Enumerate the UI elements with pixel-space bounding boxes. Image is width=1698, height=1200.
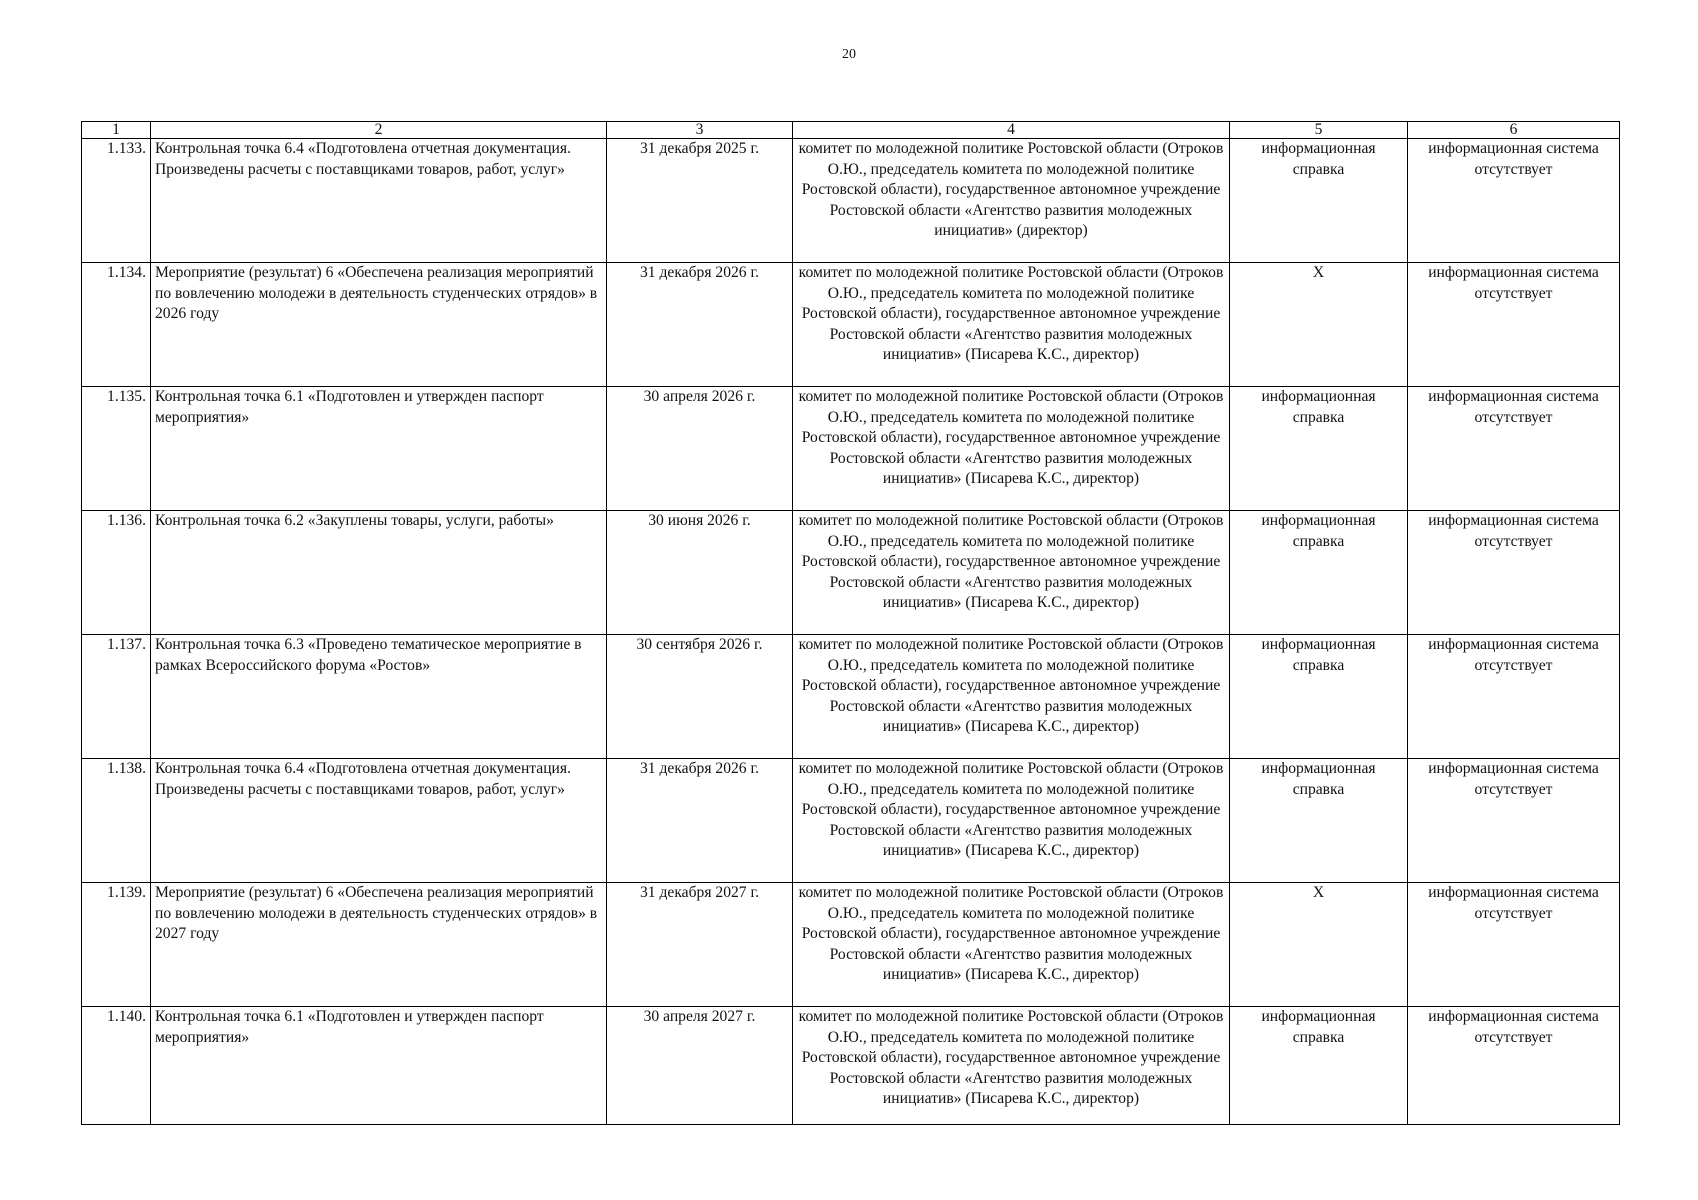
row-system: информационная система отсутствует	[1408, 263, 1620, 387]
row-system: информационная система отсутствует	[1408, 387, 1620, 511]
table-row	[82, 1007, 1620, 1125]
row-document: информационная справка	[1230, 1007, 1408, 1125]
plan-table	[81, 121, 1620, 1125]
header-col-6: 6	[1408, 122, 1620, 139]
row-date: 30 апреля 2026 г.	[607, 387, 793, 511]
row-date: 31 декабря 2025 г.	[607, 139, 793, 263]
row-system: информационная система отсутствует	[1408, 635, 1620, 759]
row-date: 31 декабря 2026 г.	[607, 759, 793, 883]
row-date: 30 апреля 2027 г.	[607, 1007, 793, 1125]
row-document: информационная справка	[1230, 387, 1408, 511]
row-system: информационная система отсутствует	[1408, 139, 1620, 263]
row-responsible: комитет по молодежной политике Ростовской области (Отроков О.Ю., председатель комитета по молодежной политике Ростовской области), государственное автономное учреждение Ростовской области «Агентство развития молодежных инициатив» (Писарева К.С., директор)	[793, 1007, 1230, 1125]
table-row	[82, 883, 1620, 1007]
row-responsible: комитет по молодежной политике Ростовской области (Отроков О.Ю., председатель комитета по молодежной политике Ростовской области), государственное автономное учреждение Ростовской области «Агентство развития молодежных инициатив» (Писарева К.С., директор)	[793, 511, 1230, 635]
row-number: 1.138.	[82, 759, 151, 883]
table-row	[82, 387, 1620, 511]
row-date: 31 декабря 2026 г.	[607, 263, 793, 387]
header-col-2: 2	[151, 122, 607, 139]
header-col-5: 5	[1230, 122, 1408, 139]
row-document: Х	[1230, 883, 1408, 1007]
row-responsible: комитет по молодежной политике Ростовской области (Отроков О.Ю., председатель комитета по молодежной политике Ростовской области), государственное автономное учреждение Ростовской области «Агентство развития молодежных инициатив» (Писарева К.С., директор)	[793, 883, 1230, 1007]
header-row	[82, 122, 1620, 139]
row-name: Контрольная точка 6.1 «Подготовлен и утвержден паспорт мероприятия»	[151, 1007, 607, 1125]
row-name: Контрольная точка 6.4 «Подготовлена отчетная документация. Произведены расчеты с поставщиками товаров, работ, услуг»	[151, 139, 607, 263]
row-name: Контрольная точка 6.3 «Проведено тематическое мероприятие в рамках Всероссийского форума «Ростов»	[151, 635, 607, 759]
row-name: Контрольная точка 6.4 «Подготовлена отчетная документация. Произведены расчеты с поставщиками товаров, работ, услуг»	[151, 759, 607, 883]
header-col-4: 4	[793, 122, 1230, 139]
row-responsible: комитет по молодежной политике Ростовской области (Отроков О.Ю., председатель комитета по молодежной политике Ростовской области), государственное автономное учреждение Ростовской области «Агентство развития молодежных инициатив» (Писарева К.С., директор)	[793, 759, 1230, 883]
row-number: 1.140.	[82, 1007, 151, 1125]
row-document: Х	[1230, 263, 1408, 387]
page-number: 20	[842, 47, 856, 62]
row-responsible: комитет по молодежной политике Ростовской области (Отроков О.Ю., председатель комитета по молодежной политике Ростовской области), государственное автономное учреждение Ростовской области «Агентство развития молодежных инициатив» (Писарева К.С., директор)	[793, 263, 1230, 387]
row-responsible: комитет по молодежной политике Ростовской области (Отроков О.Ю., председатель комитета по молодежной политике Ростовской области), государственное автономное учреждение Ростовской области «Агентство развития молодежных инициатив» (директор)	[793, 139, 1230, 263]
row-number: 1.134.	[82, 263, 151, 387]
row-number: 1.133.	[82, 139, 151, 263]
row-name: Мероприятие (результат) 6 «Обеспечена реализация мероприятий по вовлечению молодежи в деятельность студенческих отрядов» в 2027 году	[151, 883, 607, 1007]
row-responsible: комитет по молодежной политике Ростовской области (Отроков О.Ю., председатель комитета по молодежной политике Ростовской области), государственное автономное учреждение Ростовской области «Агентство развития молодежных инициатив» (Писарева К.С., директор)	[793, 387, 1230, 511]
row-responsible: комитет по молодежной политике Ростовской области (Отроков О.Ю., председатель комитета по молодежной политике Ростовской области), государственное автономное учреждение Ростовской области «Агентство развития молодежных инициатив» (Писарева К.С., директор)	[793, 635, 1230, 759]
row-name: Мероприятие (результат) 6 «Обеспечена реализация мероприятий по вовлечению молодежи в деятельность студенческих отрядов» в 2026 году	[151, 263, 607, 387]
row-number: 1.135.	[82, 387, 151, 511]
row-system: информационная система отсутствует	[1408, 883, 1620, 1007]
row-document: информационная справка	[1230, 759, 1408, 883]
row-date: 30 сентября 2026 г.	[607, 635, 793, 759]
row-number: 1.137.	[82, 635, 151, 759]
header-col-1: 1	[82, 122, 151, 139]
row-number: 1.136.	[82, 511, 151, 635]
row-date: 30 июня 2026 г.	[607, 511, 793, 635]
table-row	[82, 759, 1620, 883]
table-row	[82, 139, 1620, 263]
header-col-3: 3	[607, 122, 793, 139]
row-document: информационная справка	[1230, 635, 1408, 759]
row-document: информационная справка	[1230, 139, 1408, 263]
row-system: информационная система отсутствует	[1408, 1007, 1620, 1125]
row-system: информационная система отсутствует	[1408, 759, 1620, 883]
row-name: Контрольная точка 6.2 «Закуплены товары, услуги, работы»	[151, 511, 607, 635]
table-row	[82, 511, 1620, 635]
row-system: информационная система отсутствует	[1408, 511, 1620, 635]
row-document: информационная справка	[1230, 511, 1408, 635]
row-number: 1.139.	[82, 883, 151, 1007]
table-row	[82, 635, 1620, 759]
row-date: 31 декабря 2027 г.	[607, 883, 793, 1007]
table-row	[82, 263, 1620, 387]
row-name: Контрольная точка 6.1 «Подготовлен и утвержден паспорт мероприятия»	[151, 387, 607, 511]
